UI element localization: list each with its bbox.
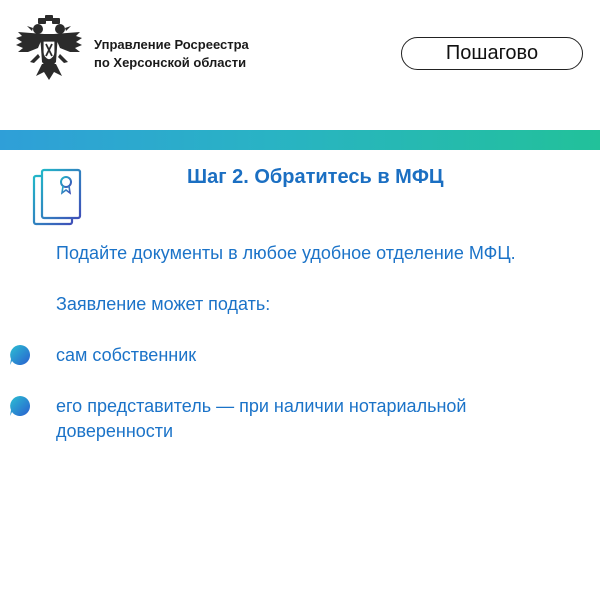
organization-name	[94, 36, 249, 72]
step-badge: Пошагово	[401, 37, 583, 70]
list-item: его представитель — при наличии нотариальной доверенности	[56, 396, 467, 441]
certificate-document-icon	[32, 168, 84, 228]
speech-bubble-bullet-icon	[9, 395, 31, 417]
double-headed-eagle-emblem-icon	[14, 14, 84, 84]
org-name-line2: по Херсонской области	[94, 55, 247, 70]
who-can-apply-paragraph: Заявление может подать:	[56, 294, 271, 314]
list-item: сам собственник	[56, 345, 197, 365]
gradient-stripe	[0, 130, 600, 150]
header	[0, 0, 600, 130]
speech-bubble-bullet-icon	[9, 344, 31, 366]
org-name-line1: Управление Росреестра	[94, 37, 249, 52]
step-title: Шаг 2. Обратитесь в МФЦ	[187, 166, 444, 188]
instruction-paragraph: Подайте документы в любое удобное отделение МФЦ.	[56, 243, 516, 263]
